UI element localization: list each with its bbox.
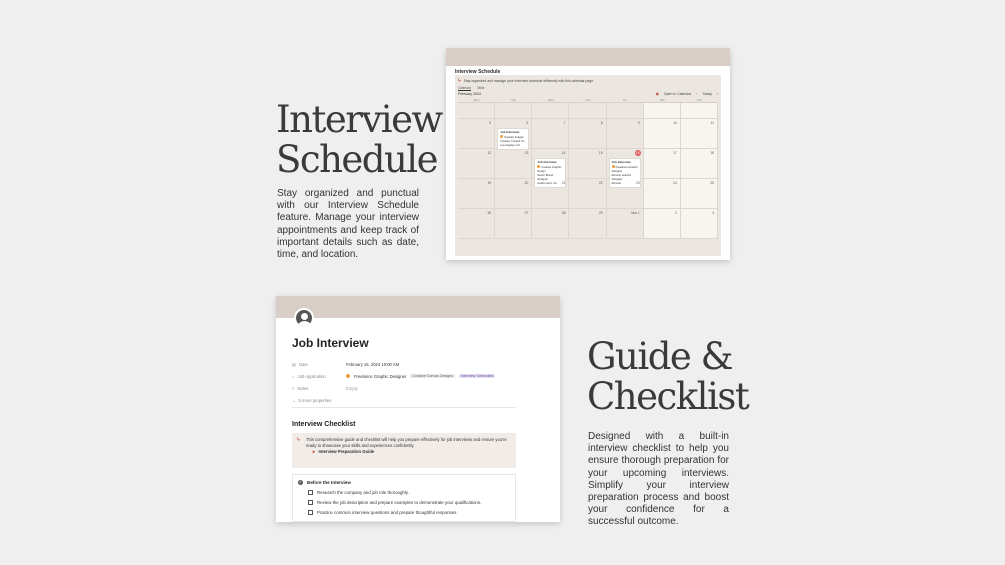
calendar-day-cell[interactable]	[607, 149, 644, 185]
avatar-icon	[294, 308, 314, 328]
day-number: 26	[487, 211, 492, 215]
calendar-day-cell[interactable]	[644, 119, 681, 149]
day-number: 24	[673, 181, 677, 185]
prev-month-icon[interactable]: ‹	[696, 92, 698, 96]
calendar-day-cell[interactable]	[569, 119, 606, 149]
guide-callout	[292, 433, 516, 468]
calendar-day-cell[interactable]	[681, 209, 718, 239]
weekday-label: Sat	[660, 97, 665, 102]
property-value: February 16, 2024 10:00 AM	[346, 361, 400, 367]
event-title: Job Interview	[611, 160, 631, 164]
property-label: Notes	[297, 385, 309, 391]
status-dot-icon	[537, 165, 540, 168]
checklist-item-label: Practice common interview questions and prepare thoughtful responses.	[317, 509, 458, 515]
schedule-title-line1: Interview	[276, 98, 442, 141]
job-cover	[276, 296, 560, 318]
calendar-day-cell[interactable]	[495, 149, 532, 179]
day-number: 17	[673, 151, 677, 155]
bolt-icon: ϟ	[297, 437, 300, 443]
status-dot-icon	[500, 135, 503, 138]
event-line: Creative Images	[504, 136, 524, 139]
guide-description: Designed with a built-in interview checklist to help you ensure thorough preparation for your upcoming interviews. Simplify your interview preparation process and boost your confidence for a successful outcome.	[588, 431, 729, 528]
job-interview-preview	[276, 296, 560, 522]
calendar-day-cell[interactable]	[607, 119, 644, 149]
next-month-icon[interactable]: ›	[716, 92, 718, 96]
day-number: 19	[487, 181, 492, 185]
calendar-body	[455, 75, 721, 256]
calendar-preview	[446, 48, 730, 260]
calendar-day-cell[interactable]	[681, 103, 718, 119]
calendar-day-cell[interactable]	[458, 103, 495, 119]
guide-title-line2: Checklist	[587, 375, 749, 418]
event-line: Creative Graphic Design	[537, 166, 562, 173]
calendar-day-cell[interactable]	[532, 209, 569, 239]
calendar-event[interactable]	[497, 128, 529, 150]
day-number: 16	[635, 151, 640, 155]
event-title: Job Interview	[500, 130, 520, 134]
calendar-day-cell[interactable]	[644, 149, 681, 179]
event-title: Job Interview	[537, 160, 557, 164]
status-dot-icon	[346, 374, 350, 378]
day-number: 18	[710, 151, 714, 155]
event-line: Los Angeles, CA	[500, 144, 521, 147]
calendar-day-cell[interactable]	[681, 179, 718, 209]
day-number: 13	[524, 151, 529, 155]
schedule-title	[276, 100, 442, 180]
calendar-day-cell[interactable]	[607, 209, 644, 239]
day-number: 5	[489, 121, 492, 125]
day-number: 29	[598, 211, 603, 215]
status-dot-icon	[612, 165, 615, 168]
calendar-icon: ▤	[292, 361, 296, 367]
event-line: Freelance Graphic Designer	[611, 166, 638, 173]
more-properties-label: 5 more properties	[298, 397, 332, 403]
relation-icon: ⌂	[292, 373, 295, 379]
calendar-day-cell[interactable]	[607, 103, 644, 119]
day-number: 14	[561, 151, 566, 155]
calendar-day-cell[interactable]	[458, 119, 495, 149]
calendar-month: February 2024	[458, 92, 481, 96]
calendar-day-cell[interactable]	[681, 149, 718, 179]
properties	[292, 358, 516, 406]
calendar-day-cell[interactable]	[644, 179, 681, 209]
day-number: 28	[561, 211, 566, 215]
tab-table[interactable]: Table	[476, 86, 485, 90]
day-number: 15	[598, 151, 603, 155]
section-title: Interview Checklist	[292, 421, 356, 428]
event-line: Apollo Land, CA	[537, 182, 557, 185]
day-number: 8	[600, 121, 603, 125]
day-number: 2	[675, 211, 677, 215]
application-link[interactable]: Freelance Graphic Designer	[354, 373, 407, 379]
calendar-day-cell[interactable]	[644, 103, 681, 119]
status-tag: Interview Scheduled	[460, 374, 494, 378]
day-number: 6	[526, 121, 529, 125]
weekday-label: Fri	[623, 97, 627, 102]
calendar-callout-text: Stay organized and manage your interview schedule efficiently with this calendar page	[463, 79, 594, 83]
chevron-down-icon: ⌄	[292, 397, 296, 403]
guide-title-line1: Guide &	[587, 335, 732, 378]
text-icon: ≡	[292, 385, 295, 391]
day-number: 20	[524, 181, 529, 185]
guide-title	[587, 337, 748, 417]
checkbox[interactable]	[308, 500, 313, 505]
calendar-day-cell[interactable]	[569, 179, 606, 209]
day-number: 25	[710, 181, 714, 185]
schedule-description: Stay organized and punctual with our Interview Schedule feature. Manage your interview appointments and keep track of important details such as date, time, and location.	[277, 188, 419, 261]
calendar-day-cell[interactable]	[532, 119, 569, 149]
calendar-day-cell[interactable]	[532, 179, 569, 209]
calendar-day-cell[interactable]	[607, 179, 644, 209]
day-number: 3	[712, 211, 714, 215]
checkbox[interactable]	[308, 510, 313, 515]
tab-calendar[interactable]: Calendar	[458, 85, 471, 90]
event-line: Remote Graphic Designer	[611, 174, 632, 181]
weekday-label: Wed	[547, 97, 554, 102]
day-number: 21	[561, 181, 566, 185]
arrow-icon: ➤	[312, 449, 316, 454]
calendar-day-cell[interactable]	[495, 103, 532, 119]
calendar-day-cell[interactable]	[532, 103, 569, 119]
open-in-calendar-button[interactable]: Open in Calendar	[663, 92, 692, 96]
calendar-day-cell[interactable]	[495, 209, 532, 239]
day-number: 12	[487, 151, 492, 155]
weekday-label: Sun	[696, 97, 703, 102]
guide-link[interactable]	[312, 449, 510, 455]
guide-link-label: Interview Preparation Guide	[318, 449, 375, 454]
property-label: Job Application	[297, 373, 326, 379]
calendar-day-cell[interactable]	[495, 179, 532, 209]
day-number: 11	[710, 121, 714, 125]
more-properties-toggle[interactable]	[292, 394, 516, 406]
today-button[interactable]: Today	[702, 92, 712, 96]
checklist-item[interactable]	[308, 487, 510, 497]
calendar-day-cell[interactable]	[532, 149, 569, 185]
event-line: Creative Content Inc.	[500, 140, 526, 143]
day-number: 7	[563, 121, 566, 125]
event-line: Senior Brand Designer	[537, 174, 553, 181]
checklist-item-label: Review the job description and prepare examples to demonstrate your qualifications.	[317, 499, 482, 505]
day-number: 23	[636, 181, 640, 185]
calendar-day-cell[interactable]	[495, 119, 532, 149]
check-circle-icon: ✓	[299, 480, 302, 484]
property-notes[interactable]	[292, 382, 516, 394]
calendar-app-icon: ▣	[655, 92, 659, 96]
calendar-day-cell[interactable]	[458, 179, 495, 209]
weekday-label: Mon	[473, 97, 480, 102]
calendar-grid	[458, 103, 718, 239]
calendar-day-cell[interactable]	[681, 119, 718, 149]
day-number: 9	[637, 121, 640, 125]
calendar-title: Interview Schedule	[455, 69, 501, 75]
event-line: Remote	[611, 182, 621, 185]
company-tag: Creative Canvas Designs	[412, 374, 453, 378]
property-application[interactable]	[292, 370, 516, 382]
checklist-item-label: Research the company and job role thoroughly.	[317, 489, 409, 495]
before-interview-toggle[interactable]	[298, 478, 510, 487]
weekday-label: Tue	[511, 97, 517, 102]
checklist-item[interactable]	[308, 497, 510, 507]
page-title: Job Interview	[292, 336, 369, 350]
callout-text: This comprehensive guide and checklist will help you prepare effectively for job interviews and ensure you're ready to showcase your skills and experiences confidently.	[306, 437, 507, 448]
before-interview-title: Before the Interview	[307, 480, 351, 485]
calendar-day-cell[interactable]	[569, 149, 606, 179]
divider	[292, 407, 516, 408]
before-interview-block	[292, 474, 516, 522]
day-number: Mar 1	[631, 211, 640, 215]
day-number: 22	[598, 181, 603, 185]
calendar-day-cell[interactable]	[569, 209, 606, 239]
calendar-day-cell[interactable]	[458, 209, 495, 239]
calendar-day-cell[interactable]	[644, 209, 681, 239]
property-label: Date	[298, 361, 308, 367]
calendar-cover	[446, 48, 730, 66]
weekday-label: Thu	[585, 97, 591, 102]
checklist-item[interactable]	[308, 507, 510, 517]
property-date[interactable]	[292, 358, 516, 370]
checkbox[interactable]	[308, 490, 313, 495]
calendar-callout	[458, 77, 718, 85]
bolt-icon: ϟ	[458, 78, 461, 84]
day-number: 27	[524, 211, 529, 215]
schedule-title-line2: Schedule	[276, 138, 438, 181]
calendar-day-cell[interactable]	[458, 149, 495, 179]
property-value: Empty	[346, 385, 358, 391]
calendar-day-cell[interactable]	[569, 103, 606, 119]
day-number: 10	[673, 121, 677, 125]
